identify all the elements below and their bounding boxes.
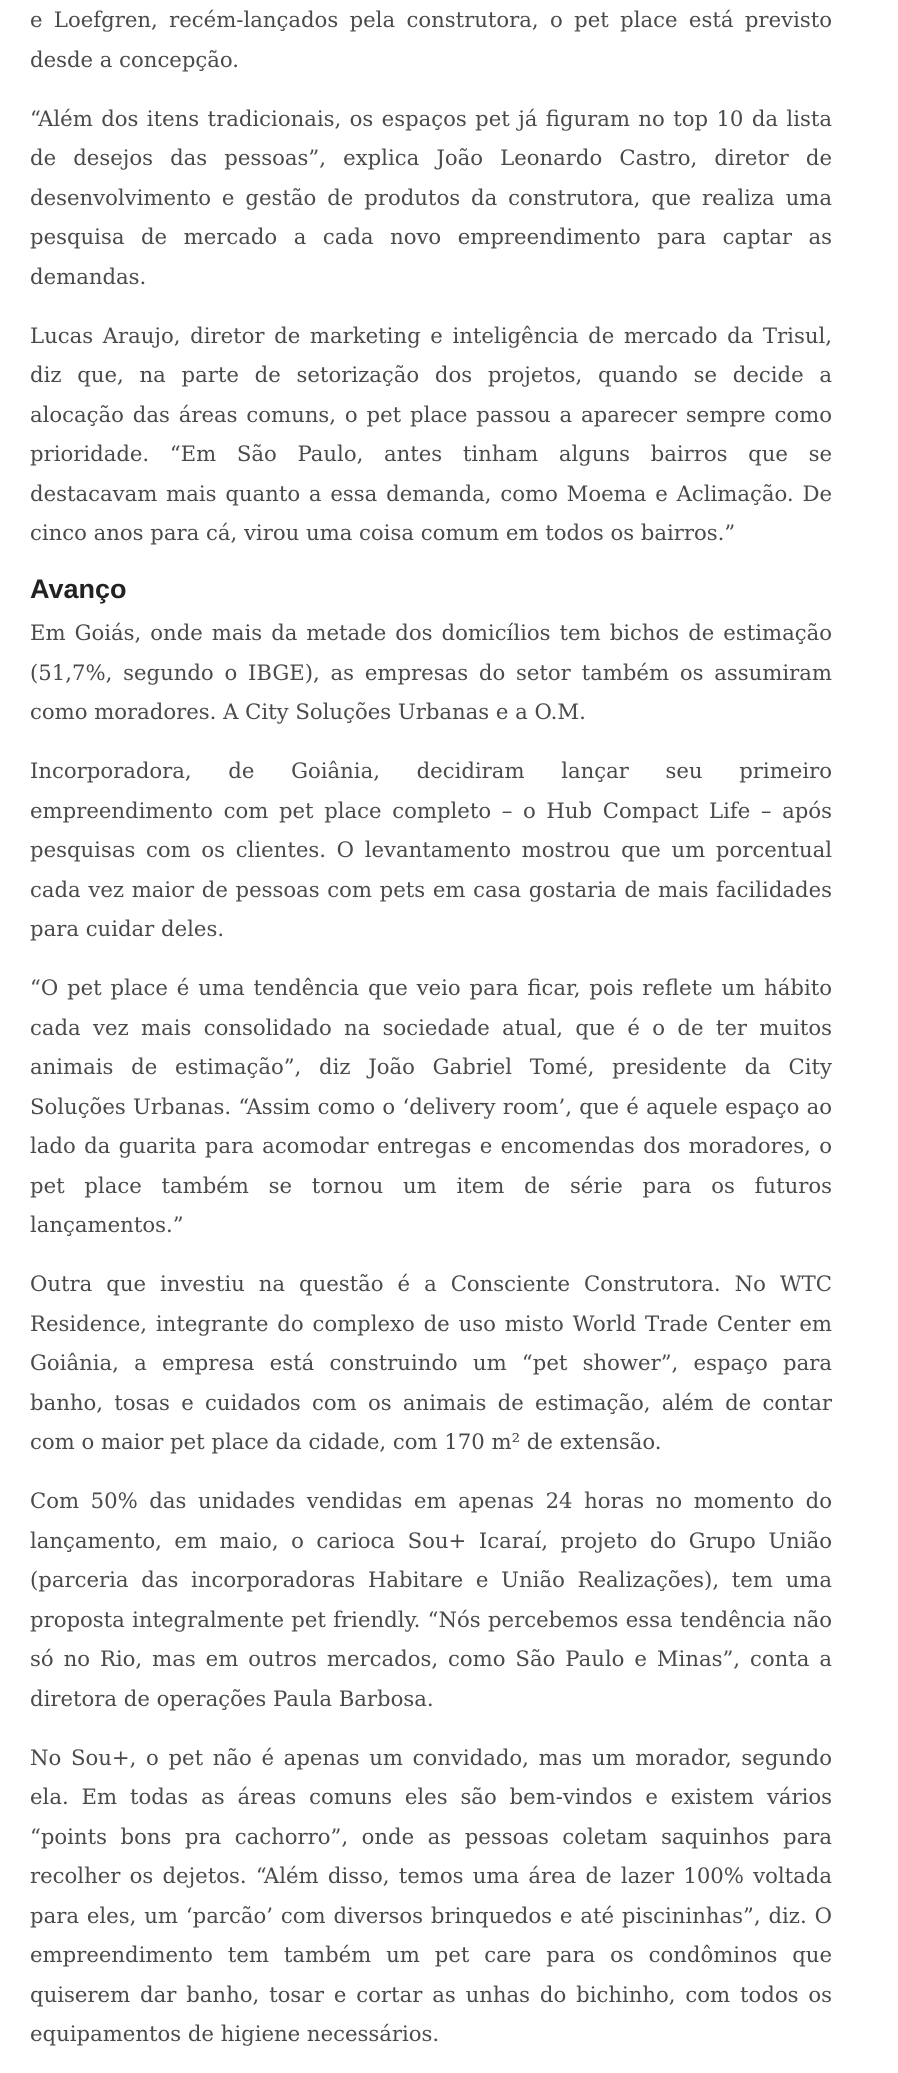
section-heading: Avanço — [30, 574, 127, 604]
paragraph: Outra que investiu na questão é a Consciente Construtora. No WTC Residence, integrante do complexo de uso misto World Trade Center em Goiânia, a empresa está construindo um “pet shower”, espaço para banho, tosas e cuidados com os animais de estimação, além de contar com o maior pet place da cidade, com 170 m² de extensão. — [30, 1271, 832, 1454]
paragraph: Incorporadora, de Goiânia, decidiram lançar seu primeiro empreendimento com pet place completo – o Hub Compact Life – após pesquisas com os clientes. O levantamento mostrou que um porcentual cada vez maior de pessoas com pets em casa gostaria de mais facilidades para cuidar deles. — [30, 758, 832, 941]
article-body — [30, 0, 832, 2073]
paragraph: Lucas Araujo, diretor de marketing e inteligência de mercado da Trisul, diz que, na parte de setorização dos projetos, quando se decide a alocação das áreas comuns, o pet place passou a aparecer sempre como prioridade. “Em São Paulo, antes tinham alguns bairros que se destacavam mais quanto a essa demanda, como Moema e Aclimação. De cinco anos para cá, virou uma coisa comum em todos os bairros.” — [30, 322, 832, 545]
paragraph: No Sou+, o pet não é apenas um convidado, mas um morador, segundo ela. Em todas as áreas comuns eles são bem-vindos e existem vários “points bons pra cachorro”, onde as pessoas coletam saquinhos para recolher os dejetos. “Além disso, temos uma área de lazer 100% voltada para eles, um ‘parcão’ com diversos brinquedos e até piscininhas”, diz. O empreendimento tem também um pet care para os condôminos que quiserem dar banho, tosar e cortar as unhas do bichinho, com todos os equipamentos de higiene necessários. — [30, 1744, 832, 2046]
paragraph: “O pet place é uma tendência que veio para ficar, pois reflete um hábito cada vez mais consolidado na sociedade atual, que é o de ter muitos animais de estimação”, diz João Gabriel Tomé, presidente da City Soluções Urbanas. “Assim como o ‘delivery room’, que é aquele espaço ao lado da guarita para acomodar entregas e encomendas dos moradores, o pet place também se tornou um item de série para os futuros lançamentos.” — [30, 975, 832, 1237]
paragraph: “Além dos itens tradicionais, os espaços pet já figuram no top 10 da lista de desejos das pessoas”, explica João Leonardo Castro, diretor de desenvolvimento e gestão de produtos da construtora, que realiza uma pesquisa de mercado a cada novo empreendimento para captar as demandas. — [30, 105, 832, 289]
paragraph: Em Goiás, onde mais da metade dos domicílios tem bichos de estimação (51,7%, segundo o IBGE), as empresas do setor também os assumiram como moradores. A City Soluções Urbanas e a O.M. — [30, 620, 832, 724]
paragraph: Com 50% das unidades vendidas em apenas 24 horas no momento do lançamento, em maio, o carioca Sou+ Icaraí, projeto do Grupo União (parceria das incorporadoras Habitare e União Realizações), tem uma proposta integralmente pet friendly. “Nós percebemos essa tendência não só no Rio, mas em outros mercados, como São Paulo e Minas”, conta a diretora de operações Paula Barbosa. — [30, 1488, 832, 1711]
paragraph: e Loefgren, recém-lançados pela construtora, o pet place está previsto desde a concepção. — [30, 7, 832, 72]
